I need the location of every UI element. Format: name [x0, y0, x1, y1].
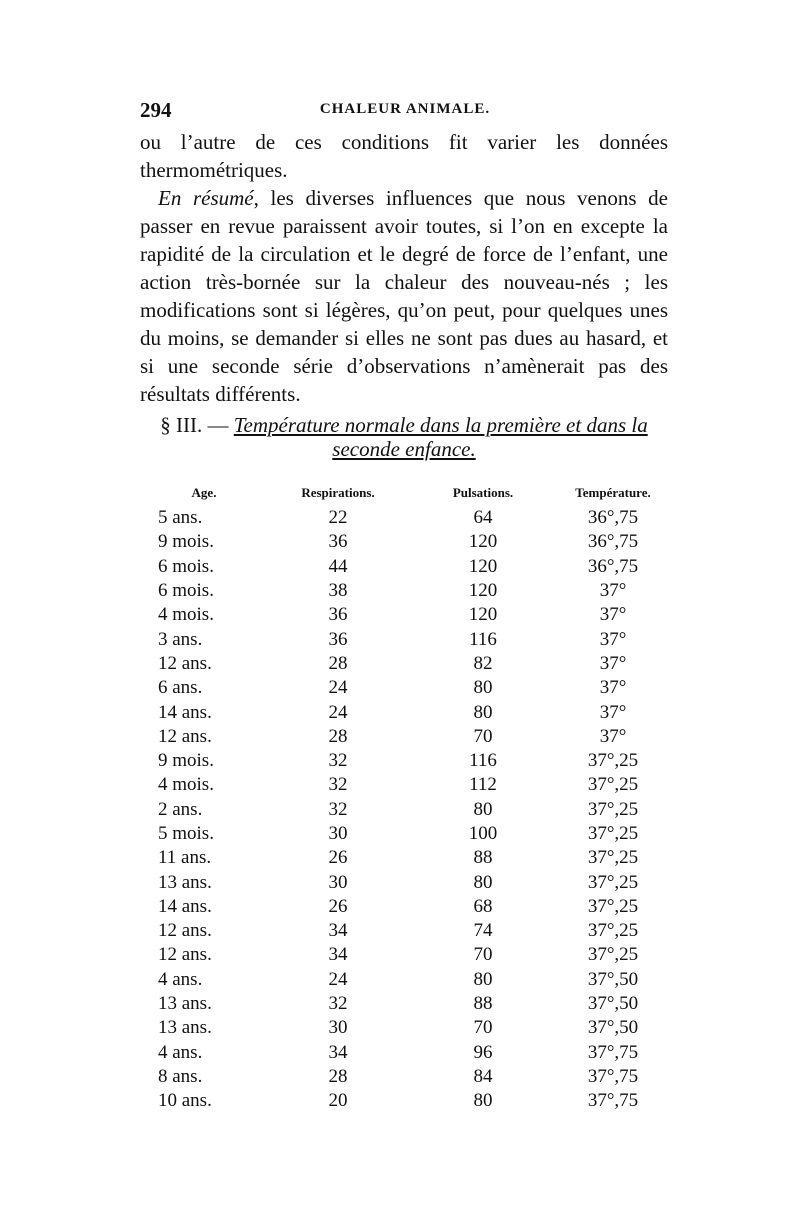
cell-pulsations: 68 — [473, 895, 493, 917]
cell-age: 4 ans. — [158, 1041, 203, 1063]
section-title-text: Température normale dans la première et dans la seconde enfance. — [233, 413, 648, 461]
cell-respirations: 28 — [328, 725, 348, 747]
table-row — [140, 943, 668, 967]
cell-age: 12 ans. — [158, 652, 212, 674]
table-row — [140, 506, 668, 530]
cell-temperature: 37° — [599, 580, 627, 602]
cell-age: 13 ans. — [158, 993, 212, 1015]
cell-age: 14 ans. — [158, 701, 212, 723]
table-row — [140, 1065, 668, 1089]
table-row — [140, 870, 668, 894]
cell-respirations: 34 — [328, 944, 348, 966]
cell-age: 12 ans. — [158, 944, 212, 966]
cell-age: 2 ans. — [158, 798, 203, 820]
table-row — [140, 530, 668, 554]
cell-age: 3 ans. — [158, 628, 203, 650]
cell-respirations: 22 — [328, 507, 348, 529]
cell-pulsations: 116 — [469, 750, 497, 772]
cell-temperature: 37° — [599, 677, 627, 699]
cell-pulsations: 80 — [473, 871, 493, 893]
paragraph-continuation: ou l’autre de ces conditions fit varier les données thermométriques. — [140, 130, 668, 182]
cell-respirations: 32 — [328, 798, 348, 820]
cell-age: 6 ans. — [158, 677, 203, 699]
table-row — [140, 749, 668, 773]
table-row — [140, 919, 668, 943]
section-number: § III. — — [160, 413, 229, 437]
table-row — [140, 1089, 668, 1113]
cell-age: 4 mois. — [158, 774, 214, 796]
cell-temperature: 36°,75 — [587, 531, 639, 553]
cell-pulsations: 80 — [473, 1090, 493, 1112]
cell-respirations: 38 — [328, 580, 348, 602]
cell-pulsations: 70 — [473, 1017, 493, 1039]
cell-pulsations: 64 — [473, 507, 493, 529]
cell-temperature: 37°,25 — [587, 944, 639, 966]
cell-temperature: 37° — [599, 628, 627, 650]
cell-pulsations: 80 — [473, 798, 493, 820]
cell-age: 13 ans. — [158, 1017, 212, 1039]
table-header-row — [140, 480, 668, 506]
table-row — [140, 895, 668, 919]
cell-pulsations: 74 — [473, 920, 493, 942]
cell-respirations: 26 — [328, 895, 348, 917]
cell-pulsations: 88 — [473, 847, 493, 869]
table-row — [140, 968, 668, 992]
cell-temperature: 37° — [599, 652, 627, 674]
table-row — [140, 992, 668, 1016]
cell-temperature: 36°,75 — [587, 507, 639, 529]
cell-pulsations: 70 — [473, 944, 493, 966]
paragraph-summary: En résumé, les diverses influences que nous venons de passer en revue paraissent avoir toutes, si l’on en excepte la rapidité de la circulation et le degré de force de l’enfant, une action très-bornée sur la chaleur des nouveau-nés ; les modifications sont si légères, qu’on peut, pour quelques unes du moins, se demander si elles ne sont pas dues au hasard, et si une seconde série d’observations n’amènerait pas des résultats différents. — [140, 186, 668, 406]
cell-age: 6 mois. — [158, 580, 214, 602]
cell-pulsations: 100 — [468, 823, 498, 844]
cell-age: 13 ans. — [158, 871, 212, 893]
table-row — [140, 676, 668, 700]
temperature-table — [140, 480, 668, 1113]
cell-respirations: 24 — [328, 968, 348, 990]
cell-respirations: 28 — [328, 652, 348, 674]
cell-age: 4 ans. — [158, 968, 203, 990]
cell-temperature: 37°,75 — [587, 1090, 639, 1112]
cell-pulsations: 82 — [473, 652, 493, 674]
cell-pulsations: 120 — [468, 580, 498, 602]
cell-temperature: 37°,25 — [587, 871, 639, 893]
cell-pulsations: 80 — [473, 677, 493, 699]
page-number: 294 — [140, 98, 172, 122]
cell-temperature: 37°,50 — [587, 993, 639, 1015]
cell-age: 9 mois. — [158, 531, 214, 553]
cell-temperature: 37°,50 — [587, 968, 639, 990]
header-age: Age. — [191, 485, 217, 500]
cell-respirations: 32 — [328, 993, 348, 1015]
cell-pulsations: 120 — [468, 555, 498, 577]
cell-temperature: 37°,25 — [587, 895, 639, 917]
cell-pulsations: 96 — [473, 1041, 493, 1063]
body-text — [140, 128, 668, 408]
cell-pulsations: 80 — [473, 701, 493, 723]
cell-respirations: 34 — [328, 1041, 348, 1063]
table-row — [140, 652, 668, 676]
table-row — [140, 725, 668, 749]
cell-pulsations: 88 — [473, 993, 493, 1015]
cell-pulsations: 80 — [473, 968, 493, 990]
cell-temperature: 37°,50 — [587, 1017, 639, 1039]
cell-age: 12 ans. — [158, 725, 212, 747]
table-row — [140, 627, 668, 651]
cell-respirations: 32 — [328, 750, 348, 772]
cell-age: 11 ans. — [158, 847, 212, 869]
running-head: CHALEUR ANIMALE. — [319, 101, 491, 117]
cell-pulsations: 84 — [473, 1065, 493, 1087]
table-row — [140, 1041, 668, 1065]
cell-age: 8 ans. — [158, 1065, 203, 1087]
table-row — [140, 579, 668, 603]
table-row — [140, 798, 668, 822]
cell-respirations: 20 — [328, 1090, 348, 1112]
cell-temperature: 37°,25 — [587, 774, 639, 796]
table-row — [140, 846, 668, 870]
cell-respirations: 32 — [328, 774, 348, 796]
cell-pulsations: 112 — [469, 774, 497, 796]
header-temperature: Température. — [575, 485, 651, 500]
cell-respirations: 36 — [328, 628, 348, 650]
cell-respirations: 24 — [328, 677, 348, 699]
section-title — [140, 413, 668, 461]
cell-age: 12 ans. — [158, 920, 212, 942]
cell-age: 6 mois. — [158, 555, 214, 577]
cell-temperature: 37°,25 — [587, 798, 639, 820]
page-header — [140, 98, 670, 128]
cell-age: 10 ans. — [158, 1090, 212, 1112]
cell-respirations: 30 — [328, 871, 348, 893]
header-respirations: Respirations. — [301, 485, 375, 500]
cell-temperature: 37°,25 — [587, 847, 639, 869]
cell-age: 5 ans. — [158, 507, 203, 529]
cell-age: 4 mois. — [158, 604, 214, 626]
cell-respirations: 24 — [328, 701, 348, 723]
cell-temperature: 37°,75 — [587, 1041, 639, 1063]
cell-age: 9 mois. — [158, 750, 214, 772]
emphasis-en-resume: En résumé — [158, 186, 254, 210]
cell-respirations: 26 — [328, 847, 348, 869]
table-row — [140, 700, 668, 724]
cell-temperature: 37° — [599, 701, 627, 723]
cell-respirations: 30 — [328, 1017, 348, 1039]
cell-respirations: 36 — [328, 531, 348, 553]
cell-respirations: 34 — [328, 920, 348, 942]
cell-respirations: 30 — [328, 823, 348, 844]
cell-respirations: 36 — [328, 604, 348, 626]
cell-temperature: 37°,75 — [587, 1065, 639, 1087]
cell-respirations: 28 — [328, 1065, 348, 1087]
cell-temperature: 37° — [599, 604, 627, 626]
table-row — [140, 773, 668, 797]
cell-temperature: 37° — [599, 725, 627, 747]
cell-pulsations: 70 — [473, 725, 493, 747]
cell-temperature: 37°,25 — [587, 823, 639, 844]
cell-pulsations: 116 — [469, 628, 497, 650]
table-row — [140, 603, 668, 627]
header-pulsations: Pulsations. — [452, 485, 514, 500]
cell-temperature: 37°,25 — [587, 750, 639, 772]
cell-respirations: 44 — [328, 555, 348, 577]
cell-pulsations: 120 — [468, 531, 498, 553]
cell-pulsations: 120 — [468, 604, 498, 626]
table-row — [140, 822, 668, 846]
cell-age: 14 ans. — [158, 895, 212, 917]
cell-age: 5 mois. — [158, 823, 214, 844]
cell-temperature: 37°,25 — [587, 920, 639, 942]
cell-temperature: 36°,75 — [587, 555, 639, 577]
table-row — [140, 555, 668, 579]
table-row — [140, 1016, 668, 1040]
